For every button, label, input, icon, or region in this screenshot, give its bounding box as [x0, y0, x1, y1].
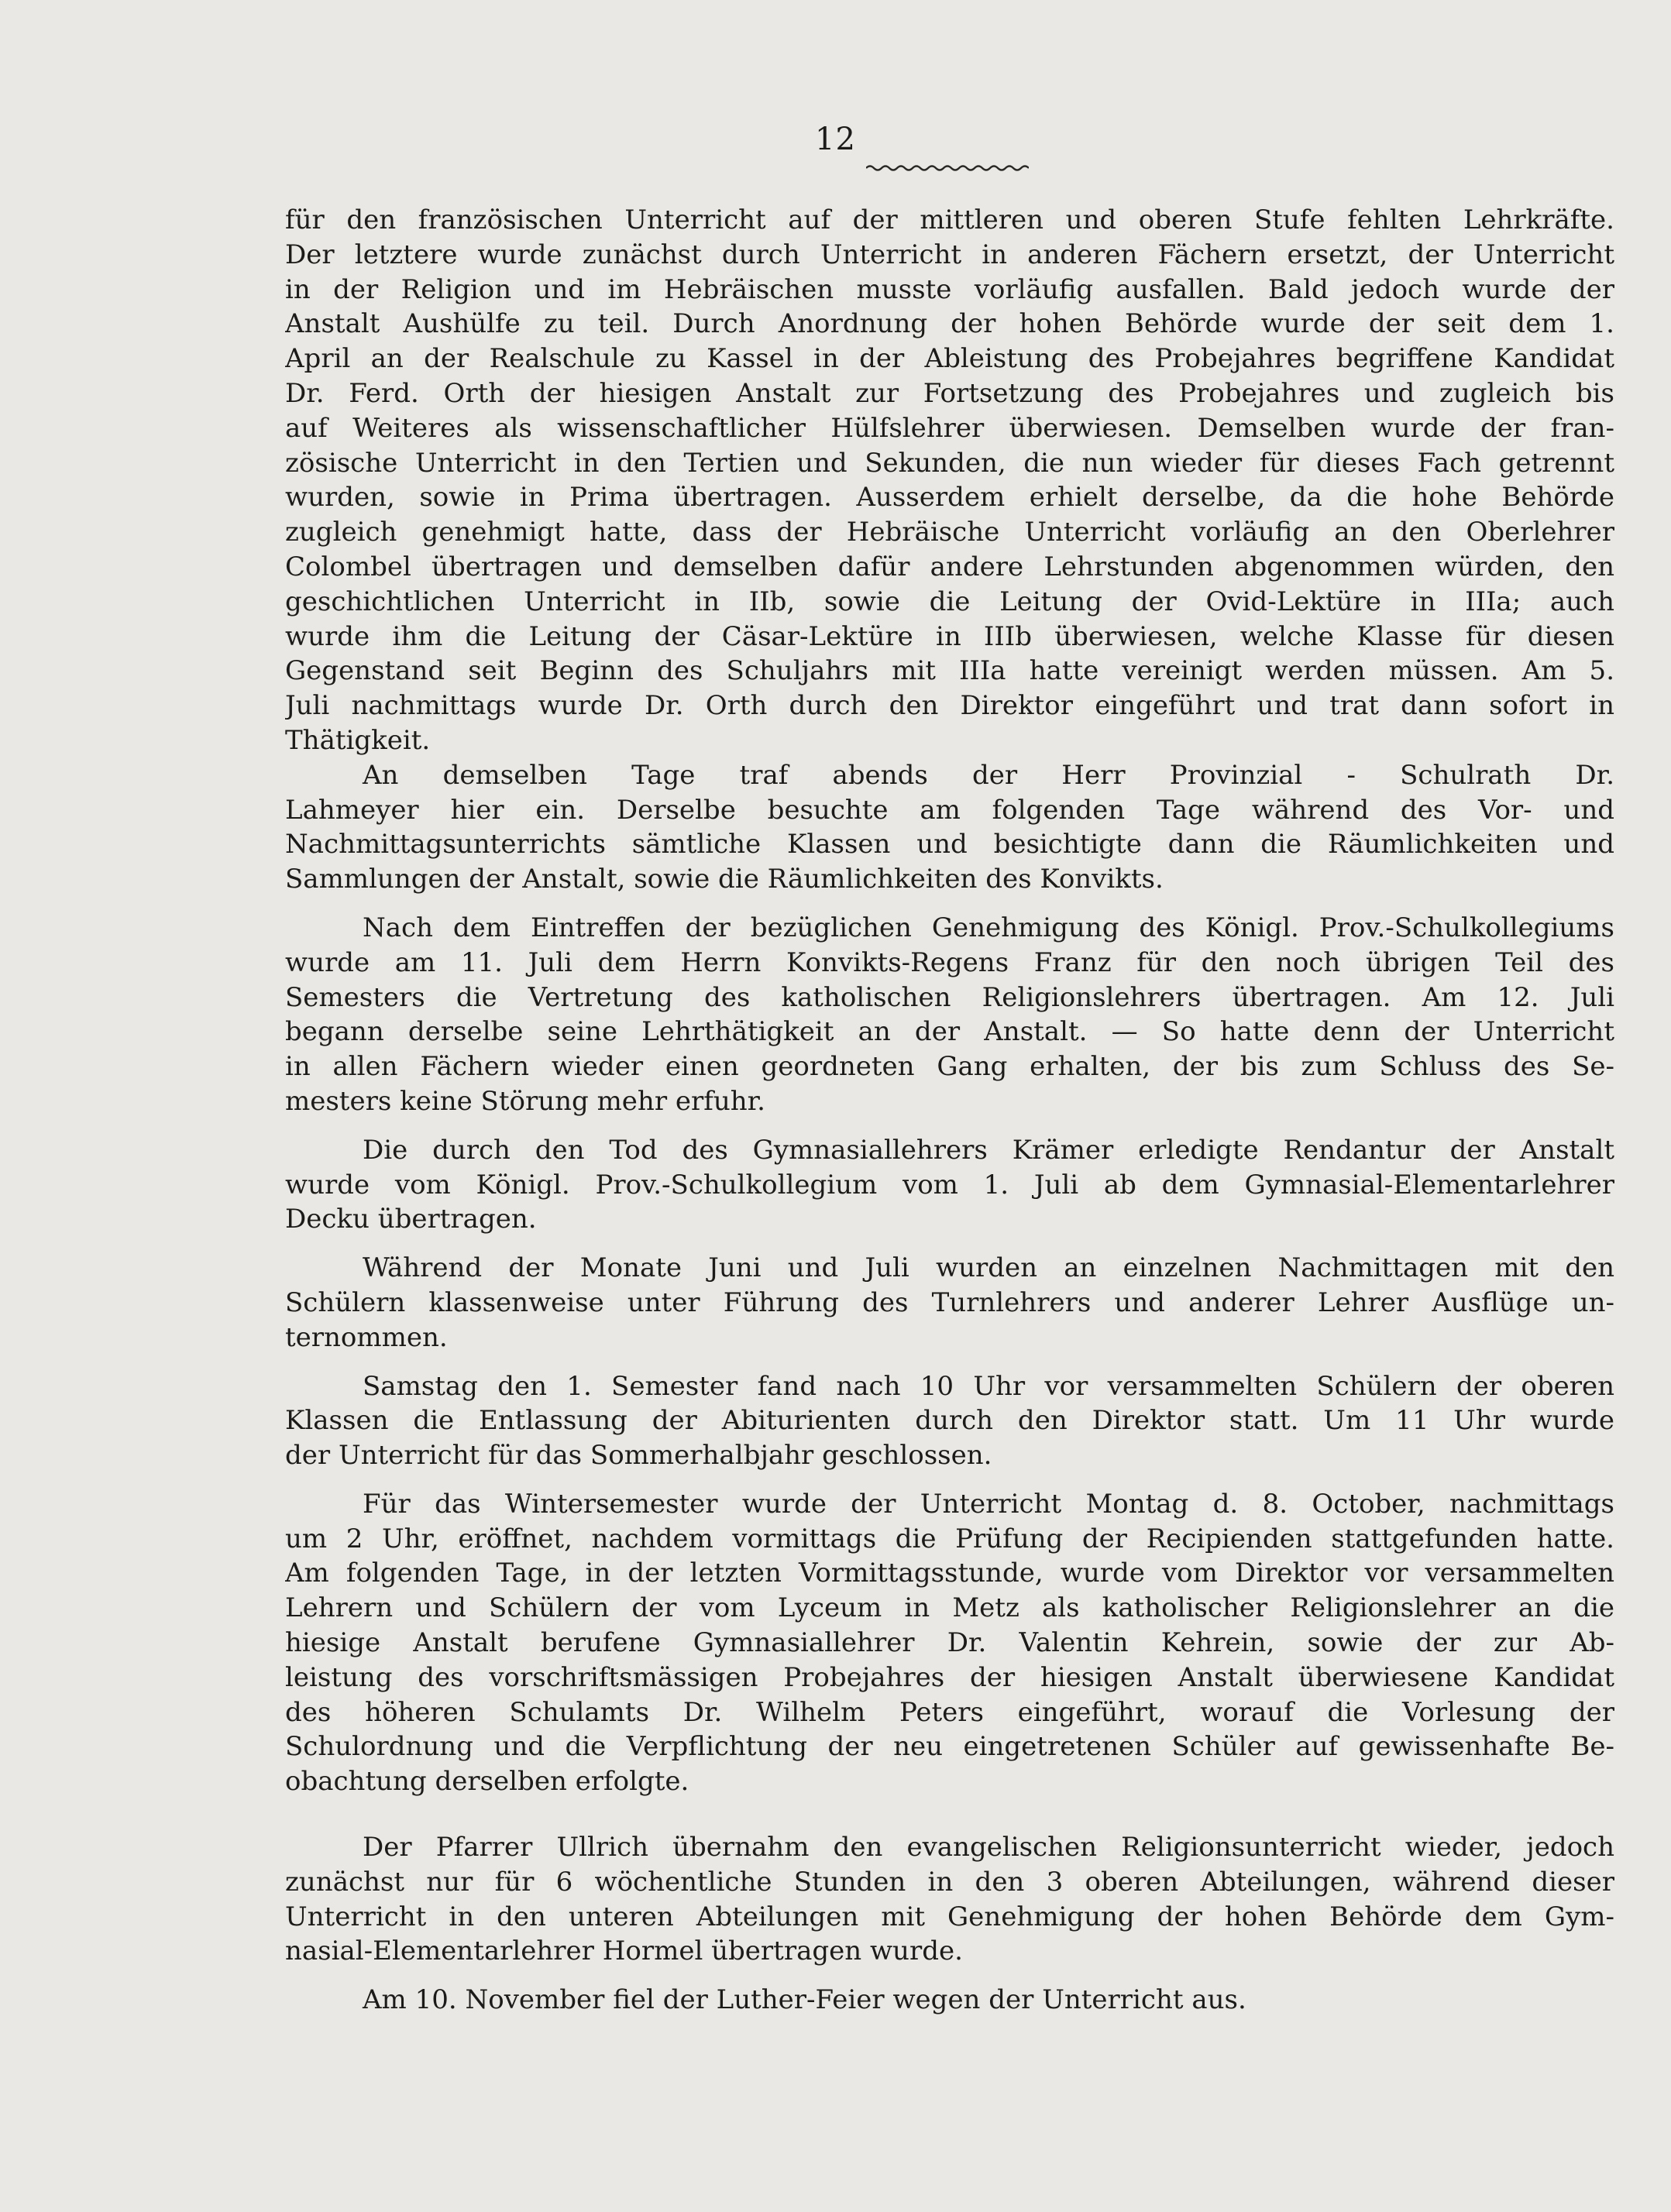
text-line: begann derselbe seine Lehrthätigkeit an der Anstalt. — So hatte denn der Unterricht: [285, 1016, 1614, 1048]
text-line: Nachmittagsunterrichts sämtliche Klassen und besichtigte dann die Räumlichkeiten und: [285, 829, 1614, 860]
text-line: Schülern klassenweise unter Führung des Turnlehrers und anderer Lehrer Ausflüge un-: [285, 1286, 1614, 1318]
text-line: Dr. Ferd. Orth der hiesigen Anstalt zur Fortsetzung des Probejahres und zugleich bis: [285, 377, 1614, 409]
text-line: ternommen.: [285, 1321, 448, 1353]
paragraph: [285, 1133, 1614, 1237]
text-line: obachtung derselben erfolgte.: [285, 1766, 689, 1798]
text-line: zugleich genehmigt hatte, dass der Hebräische Unterricht vorläufig an den Oberlehrer: [285, 517, 1614, 548]
paragraph: [285, 203, 1614, 758]
text-line: zunächst nur für 6 wöchentliche Stunden in den 3 oberen Abteilungen, während dieser: [285, 1866, 1614, 1898]
text-line: in der Religion und im Hebräischen musste vorläufig ausfallen. Bald jedoch wurde der: [285, 273, 1614, 305]
paragraph: [285, 1830, 1614, 1969]
text-line: wurde ihm die Leitung der Cäsar-Lektüre in IIIb überwiesen, welche Klasse für diesen: [285, 620, 1614, 652]
text-line: Decku übertragen.: [285, 1204, 537, 1235]
paragraph-spacer: [285, 1969, 1614, 1983]
text-line: der Unterricht für das Sommerhalbjahr geschlossen.: [285, 1440, 992, 1472]
text-line: An demselben Tage traf abends der Herr Provinzial - Schulrath Dr.: [363, 759, 1614, 791]
text-line: wurde vom Königl. Prov.-Schulkollegium vom 1. Juli ab dem Gymnasial-Elementarlehrer: [285, 1169, 1614, 1200]
paragraph: [285, 911, 1614, 1119]
text-line: Nach dem Eintreffen der bezüglichen Genehmigung des Königl. Prov.-Schulkollegiums: [363, 912, 1614, 943]
text-line: Sammlungen der Anstalt, sowie die Räumlichkeiten des Konvikts.: [285, 864, 1164, 895]
paragraph: [285, 1251, 1614, 1355]
text-line: mesters keine Störung mehr erfuhr.: [285, 1085, 765, 1117]
text-line: Der Pfarrer Ullrich übernahm den evangelischen Religionsunterricht wieder, jedoch: [363, 1832, 1614, 1863]
text-line: um 2 Uhr, eröffnet, nachdem vormittags die Prüfung der Recipienden stattgefunden hatte.: [285, 1523, 1614, 1554]
text-line: in allen Fächern wieder einen geordneten Gang erhalten, der bis zum Schluss des Se-: [285, 1051, 1614, 1083]
text-line: für den französischen Unterricht auf der mittleren und oberen Stufe fehlten Lehrkräfte.: [285, 204, 1614, 235]
paragraph-spacer: [285, 1799, 1614, 1830]
text-line: Der letztere wurde zunächst durch Unterricht in anderen Fächern ersetzt, der Unterricht: [285, 239, 1614, 270]
text-line: des höheren Schulamts Dr. Wilhelm Peters eingeführt, worauf die Vorlesung der: [285, 1696, 1614, 1728]
text-line: Lahmeyer hier ein. Derselbe besuchte am folgenden Tage während des Vor- und: [285, 794, 1614, 826]
page-number-ornament: [866, 164, 1029, 172]
text-line: Die durch den Tod des Gymnasiallehrers Krämer erledigte Rendantur der Anstalt: [363, 1134, 1614, 1166]
text-line: Klassen die Entlassung der Abiturienten durch den Direktor statt. Um 11 Uhr wurde: [285, 1405, 1614, 1437]
paragraph-spacer: [285, 1119, 1614, 1133]
text-line: Für das Wintersemester wurde der Unterricht Montag d. 8. October, nachmittags: [363, 1488, 1614, 1520]
page-number: 12: [815, 122, 856, 157]
text-line: leistung des vorschriftsmässigen Probejahres der hiesigen Anstalt überwiesene Kandidat: [285, 1661, 1614, 1693]
text-line: Gegenstand seit Beginn des Schuljahrs mit IIIa hatte vereinigt werden müssen. Am 5.: [285, 655, 1614, 687]
paragraph-spacer: [285, 1473, 1614, 1487]
text-line: Am folgenden Tage, in der letzten Vormittagsstunde, wurde vom Direktor vor versammelten: [285, 1558, 1614, 1589]
paragraph-spacer: [285, 1355, 1614, 1369]
text-line: Am 10. November fiel der Luther-Feier wegen der Unterricht aus.: [363, 1984, 1246, 2016]
paragraph: [285, 1487, 1614, 1799]
text-line: wurden, sowie in Prima übertragen. Ausserdem erhielt derselbe, da die hohe Behörde: [285, 482, 1614, 514]
paragraph: [285, 1983, 1614, 2018]
text-line: Juli nachmittags wurde Dr. Orth durch den Direktor eingeführt und trat dann sofort in: [285, 690, 1614, 722]
text-line: Unterricht in den unteren Abteilungen mit Genehmigung der hohen Behörde dem Gym-: [285, 1901, 1614, 1932]
text-line: Semesters die Vertretung des katholischen Religionslehrers übertragen. Am 12. Juli: [285, 981, 1614, 1013]
text-line: Lehrern und Schülern der vom Lyceum in Metz als katholischer Religionslehrer an die: [285, 1592, 1614, 1624]
text-line: Schulordnung und die Verpflichtung der neu eingetretenen Schüler auf gewissenhafte Be-: [285, 1731, 1614, 1763]
text-line: Colombel übertragen und demselben dafür andere Lehrstunden abgenommen würden, den: [285, 551, 1614, 582]
text-line: Samstag den 1. Semester fand nach 10 Uhr vor versammelten Schülern der oberen: [363, 1370, 1614, 1402]
paragraph: [285, 1369, 1614, 1473]
text-line: nasial-Elementarlehrer Hormel übertragen wurde.: [285, 1936, 963, 1967]
text-line: hiesige Anstalt berufene Gymnasiallehrer Dr. Valentin Kehrein, sowie der zur Ab-: [285, 1627, 1614, 1659]
text-line: auf Weiteres als wissenschaftlicher Hülfslehrer überwiesen. Demselben wurde der fran-: [285, 412, 1614, 444]
text-line: Während der Monate Juni und Juli wurden an einzelnen Nachmittagen mit den: [363, 1252, 1614, 1284]
paragraph-spacer: [285, 1237, 1614, 1251]
text-line: geschichtlichen Unterricht in IIb, sowie die Leitung der Ovid-Lektüre in IIIa; auch: [285, 586, 1614, 617]
text-line: zösische Unterricht in den Tertien und Sekunden, die nun wieder für dieses Fach getrennt: [285, 447, 1614, 479]
body-text: [285, 203, 1614, 2018]
text-line: wurde am 11. Juli dem Herrn Konvikts-Regens Franz für den noch übrigen Teil des: [285, 946, 1614, 978]
text-line: April an der Realschule zu Kassel in der Ableistung des Probejahres begriffene Kandidat: [285, 343, 1614, 375]
paragraph: [285, 758, 1614, 897]
text-line: Anstalt Aushülfe zu teil. Durch Anordnung der hohen Behörde wurde der seit dem 1.: [285, 308, 1614, 340]
text-line: Thätigkeit.: [285, 724, 431, 756]
paragraph-spacer: [285, 897, 1614, 911]
